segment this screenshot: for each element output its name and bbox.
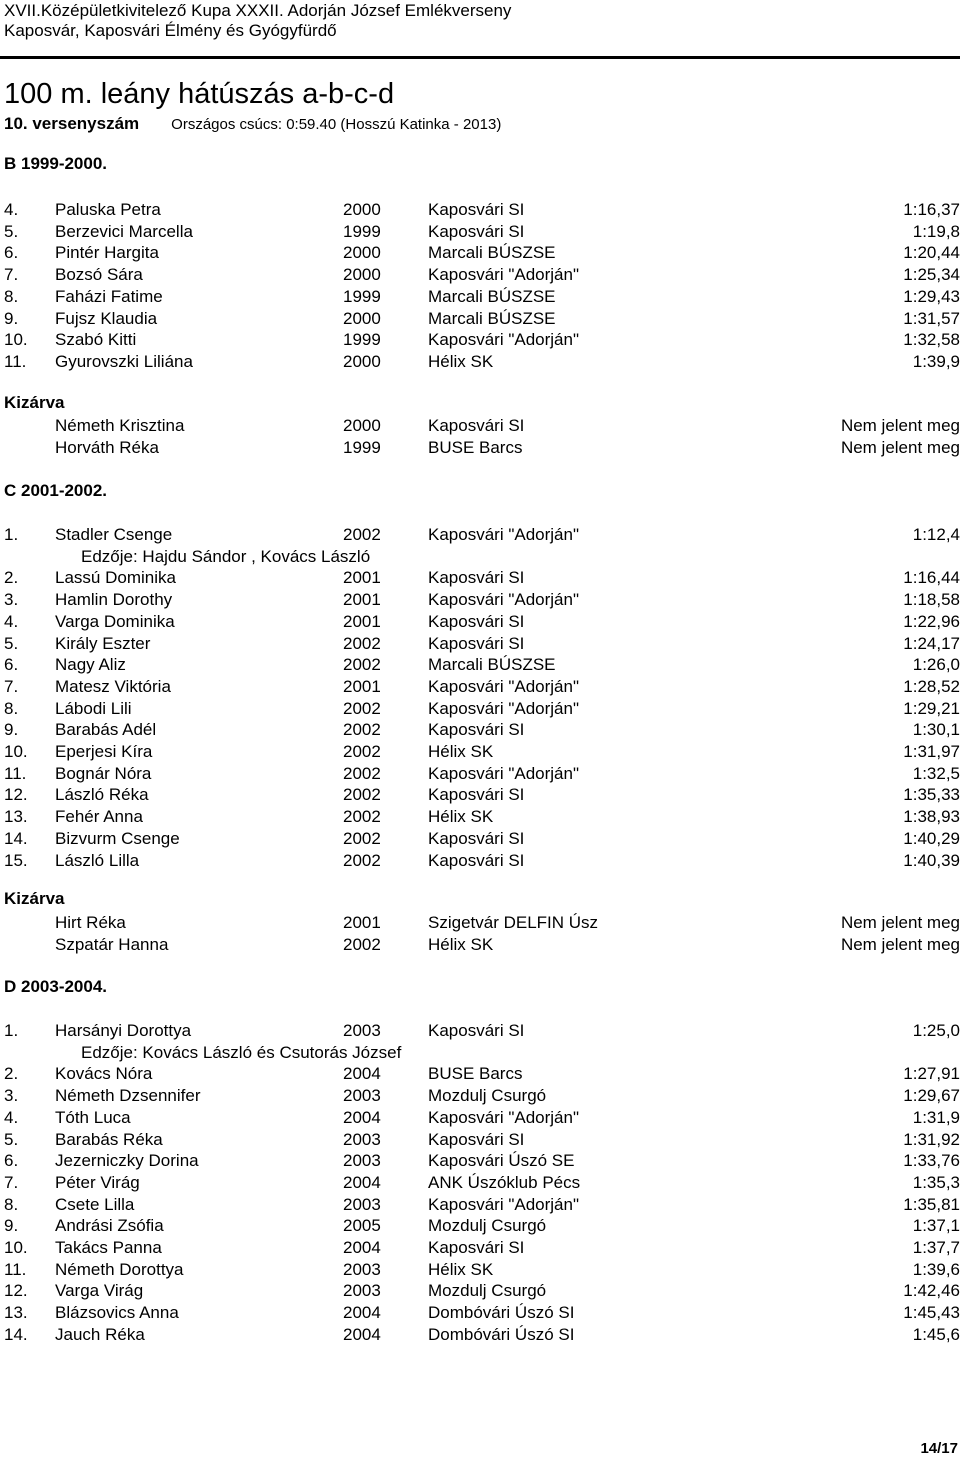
result-time: 1:29,43 (903, 286, 960, 306)
club-name: Kaposvári SI (428, 416, 525, 435)
swimmer-name: Varga Virág (55, 1281, 144, 1301)
birth-year: 2001 (343, 676, 381, 696)
club-name: Dombóvári Úszó SI (428, 1324, 575, 1344)
result-time: 1:25,34 (903, 265, 960, 285)
result-row (0, 851, 960, 873)
result-rank: 7. (4, 676, 19, 696)
result-row (0, 1086, 960, 1108)
age-group-label: C 2001-2002. (4, 481, 108, 500)
coach-line: Edzője: Hajdu Sándor , Kovács László (81, 546, 371, 566)
header-line-1: XVII.Középületkivitelező Kupa XXXII. Adorján József Emlékverseny (4, 1, 512, 20)
result-rank: 9. (4, 308, 19, 328)
event-subtitle (4, 114, 501, 134)
result-row (0, 1130, 960, 1152)
birth-year: 2003 (343, 1086, 381, 1106)
header-line-2: Kaposvár, Kaposvári Élmény és Gyógyfürdő (4, 21, 337, 40)
swimmer-name: Gyurovszki Liliána (55, 351, 193, 371)
swimmer-name: Németh Dzsennifer (55, 1086, 201, 1106)
swimmer-name: Péter Virág (55, 1172, 140, 1192)
club-name: Kaposvári SI (428, 611, 525, 631)
swimmer-name: Lábodi Lili (55, 698, 132, 718)
birth-year: 2001 (343, 611, 381, 631)
result-rank: 8. (4, 698, 19, 718)
swimmer-name: Matesz Viktória (55, 676, 171, 696)
result-rank: 5. (4, 1129, 19, 1149)
club-name: Mozdulj Csurgó (428, 1216, 547, 1236)
result-time: 1:45,43 (903, 1303, 960, 1323)
swimmer-name: Hamlin Dorothy (55, 590, 173, 610)
club-name: Kaposvári SI (428, 200, 525, 219)
result-row (0, 1216, 960, 1238)
result-rank: 15. (4, 850, 28, 870)
result-time: 1:26,0 (912, 655, 960, 675)
result-time: Nem jelent meg (840, 437, 960, 457)
result-row (0, 1021, 960, 1043)
club-name: Hélix SK (428, 351, 494, 371)
result-row (0, 309, 960, 331)
result-row (0, 1303, 960, 1325)
swimmer-name: László Réka (55, 785, 149, 805)
result-rank: 6. (4, 1151, 19, 1171)
birth-year: 2002 (343, 807, 381, 827)
result-row (0, 785, 960, 807)
swimmer-name: Csete Lilla (55, 1194, 135, 1214)
birth-year: 2003 (343, 1021, 381, 1040)
birth-year: 2002 (343, 934, 381, 954)
result-time: 1:45,6 (912, 1324, 960, 1344)
header-divider (0, 56, 960, 59)
birth-year: 2002 (343, 828, 381, 848)
result-row (0, 1064, 960, 1086)
birth-year: 2004 (343, 1324, 381, 1344)
club-name: Marcali BÚSZSE (428, 243, 556, 263)
result-time: 1:22,96 (903, 611, 960, 631)
result-rank: 9. (4, 720, 19, 740)
result-rank: 10. (4, 1238, 28, 1257)
result-rank: 1. (4, 1021, 19, 1040)
club-name: Kaposvári SI (428, 720, 525, 740)
result-row (0, 1260, 960, 1282)
swimmer-name: Harsányi Dorottya (55, 1021, 192, 1040)
birth-year: 2002 (343, 655, 381, 675)
swimmer-name: László Lilla (55, 850, 140, 870)
result-row (0, 330, 960, 352)
club-name: Kaposvári "Adorján" (428, 698, 579, 718)
coach-line: Edzője: Kovács László és Csutorás József (81, 1042, 402, 1062)
result-row (0, 742, 960, 764)
result-row (0, 655, 960, 677)
result-row (0, 829, 960, 851)
club-name: Mozdulj Csurgó (428, 1086, 547, 1106)
club-name: BUSE Barcs (428, 437, 523, 457)
club-name: Marcali BÚSZSE (428, 308, 556, 328)
age-group-label: B 1999-2000. (4, 154, 108, 173)
birth-year: 2003 (343, 1129, 381, 1149)
result-row (0, 634, 960, 656)
result-time: 1:12,4 (912, 525, 960, 544)
club-name: Kaposvári "Adorján" (428, 763, 579, 783)
result-time: 1:32,5 (912, 763, 960, 783)
club-name: BUSE Barcs (428, 1064, 523, 1084)
result-row (0, 764, 960, 786)
result-row (0, 612, 960, 634)
result-time: 1:19,8 (912, 221, 960, 241)
club-name: Dombóvári Úszó SI (428, 1303, 575, 1323)
club-name: Kaposvári "Adorján" (428, 1107, 579, 1127)
result-rank: 4. (4, 611, 19, 631)
result-rank: 5. (4, 221, 19, 241)
result-time: 1:29,67 (903, 1086, 960, 1106)
dq-row (0, 416, 960, 438)
swimmer-name: Bognár Nóra (55, 763, 152, 783)
result-time: 1:24,17 (903, 633, 960, 653)
swimmer-name: Andrási Zsófia (55, 1216, 164, 1236)
club-name: Kaposvári SI (428, 568, 525, 588)
club-name: Kaposvári "Adorján" (428, 676, 579, 696)
disqualified-label: Kizárva (4, 393, 65, 412)
birth-year: 2002 (343, 633, 381, 653)
result-rank: 5. (4, 633, 19, 653)
swimmer-name: Fehér Anna (55, 807, 143, 827)
result-row (0, 287, 960, 309)
event-number: 10. versenyszám (4, 114, 140, 133)
birth-year: 1999 (343, 221, 381, 241)
result-rank: 10. (4, 330, 28, 350)
birth-year: 2005 (343, 1216, 381, 1236)
club-name: Kaposvári SI (428, 828, 525, 848)
result-time: 1:35,81 (903, 1194, 960, 1214)
birth-year: 2001 (343, 568, 381, 588)
swimmer-name: Stadler Csenge (55, 525, 173, 544)
result-row (0, 1325, 960, 1347)
result-time: 1:31,97 (903, 742, 960, 761)
swimmer-name: Szpatár Hanna (55, 934, 169, 954)
swimmer-name: Hirt Réka (55, 913, 126, 932)
swimmer-name: Barabás Réka (55, 1129, 163, 1149)
birth-year: 2000 (343, 308, 381, 328)
result-rank: 12. (4, 785, 28, 805)
result-rank: 3. (4, 1086, 19, 1106)
swimmer-name: Eperjesi Kíra (55, 742, 153, 761)
swimmer-name: Pintér Hargita (55, 243, 159, 263)
result-row (0, 807, 960, 829)
birth-year: 2004 (343, 1303, 381, 1323)
result-time: Nem jelent meg (840, 416, 960, 435)
birth-year: 2002 (343, 525, 381, 544)
result-row (0, 720, 960, 742)
result-time: 1:39,9 (912, 351, 960, 371)
result-row (0, 525, 960, 547)
result-time: 1:31,92 (903, 1129, 960, 1149)
birth-year: 2002 (343, 698, 381, 718)
result-time: 1:30,1 (912, 720, 960, 740)
swimmer-name: Király Eszter (55, 633, 151, 653)
result-rank: 1. (4, 525, 19, 544)
result-row (0, 677, 960, 699)
result-time: 1:42,46 (903, 1281, 960, 1301)
result-time: 1:25,0 (912, 1021, 960, 1040)
club-name: Kaposvári SI (428, 633, 525, 653)
club-name: Kaposvári "Adorján" (428, 1194, 579, 1214)
club-name: Szigetvár DELFIN Úsz (428, 913, 599, 932)
dq-row (0, 935, 960, 957)
result-rank: 11. (4, 763, 27, 783)
club-name: Kaposvári SI (428, 1129, 525, 1149)
swimmer-name: Berzevici Marcella (55, 221, 193, 241)
swimmer-name: Barabás Adél (55, 720, 157, 740)
result-row (0, 265, 960, 287)
result-time: 1:35,33 (903, 785, 960, 805)
result-time: Nem jelent meg (840, 913, 960, 932)
result-row (0, 1238, 960, 1260)
result-time: 1:39,6 (912, 1259, 960, 1279)
result-rank: 11. (4, 351, 27, 371)
result-rank: 13. (4, 1303, 28, 1323)
birth-year: 2003 (343, 1281, 381, 1301)
birth-year: 2003 (343, 1259, 381, 1279)
birth-year: 2002 (343, 742, 381, 761)
birth-year: 2000 (343, 200, 381, 219)
result-time: 1:35,3 (912, 1172, 960, 1192)
result-rank: 7. (4, 1172, 19, 1192)
birth-year: 2002 (343, 850, 381, 870)
result-rank: 6. (4, 655, 19, 675)
result-time: 1:31,9 (912, 1107, 960, 1127)
result-time: 1:29,21 (903, 698, 960, 718)
birth-year: 2000 (343, 351, 381, 371)
birth-year: 2004 (343, 1064, 381, 1084)
swimmer-name: Paluska Petra (55, 200, 161, 219)
birth-year: 2004 (343, 1107, 381, 1127)
result-time: 1:27,91 (903, 1064, 960, 1084)
result-rank: 7. (4, 265, 19, 285)
result-rank: 14. (4, 828, 28, 848)
result-rank: 9. (4, 1216, 19, 1236)
club-name: Kaposvári "Adorján" (428, 590, 579, 610)
result-row (0, 568, 960, 590)
club-name: Kaposvári SI (428, 1238, 525, 1257)
club-name: Kaposvári "Adorján" (428, 330, 579, 350)
result-rank: 14. (4, 1324, 28, 1344)
result-time: 1:38,93 (903, 807, 960, 827)
result-rank: 8. (4, 286, 19, 306)
page-number: 14/17 (920, 1440, 958, 1457)
birth-year: 1999 (343, 437, 381, 457)
club-name: ANK Úszóklub Pécs (428, 1172, 581, 1192)
swimmer-name: Kovács Nóra (55, 1064, 153, 1084)
birth-year: 2001 (343, 590, 381, 610)
club-name: Kaposvári SI (428, 221, 525, 241)
result-time: Nem jelent meg (840, 934, 960, 954)
club-name: Mozdulj Csurgó (428, 1281, 547, 1301)
swimmer-name: Jezerniczky Dorina (55, 1151, 199, 1171)
result-row (0, 352, 960, 374)
birth-year: 2003 (343, 1194, 381, 1214)
result-row (0, 1108, 960, 1130)
club-name: Kaposvári SI (428, 1021, 525, 1040)
result-row (0, 1173, 960, 1195)
disqualified-label: Kizárva (4, 889, 65, 908)
result-rank: 11. (4, 1259, 27, 1279)
swimmer-name: Jauch Réka (55, 1324, 145, 1344)
swimmer-name: Bozsó Sára (55, 265, 143, 285)
club-name: Hélix SK (428, 934, 494, 954)
swimmer-name: Lassú Dominika (55, 568, 176, 588)
swimmer-name: Nagy Aliz (55, 655, 126, 675)
club-name: Kaposvári SI (428, 850, 525, 870)
result-time: 1:28,52 (903, 676, 960, 696)
birth-year: 2004 (343, 1172, 381, 1192)
swimmer-name: Fujsz Klaudia (55, 308, 158, 328)
swimmer-name: Horváth Réka (55, 437, 159, 457)
result-time: 1:37,1 (912, 1216, 960, 1236)
result-time: 1:18,58 (903, 590, 960, 610)
club-name: Hélix SK (428, 742, 494, 761)
birth-year: 1999 (343, 286, 381, 306)
birth-year: 2002 (343, 720, 381, 740)
result-row (0, 1151, 960, 1173)
club-name: Kaposvári Úszó SE (428, 1151, 575, 1171)
result-rank: 12. (4, 1281, 28, 1301)
club-name: Hélix SK (428, 1259, 494, 1279)
birth-year: 2000 (343, 243, 381, 263)
result-time: 1:20,44 (903, 243, 960, 263)
result-row (0, 1195, 960, 1217)
dq-row (0, 913, 960, 935)
club-name: Marcali BÚSZSE (428, 286, 556, 306)
result-time: 1:40,29 (903, 828, 960, 848)
result-row (0, 590, 960, 612)
club-name: Hélix SK (428, 807, 494, 827)
birth-year: 2003 (343, 1151, 381, 1171)
result-time: 1:16,37 (903, 200, 960, 219)
result-time: 1:16,44 (903, 568, 960, 588)
result-time: 1:37,7 (912, 1238, 960, 1257)
dq-row (0, 438, 960, 460)
result-rank: 8. (4, 1194, 19, 1214)
birth-year: 1999 (343, 330, 381, 350)
result-time: 1:33,76 (903, 1151, 960, 1171)
swimmer-name: Németh Dorottya (55, 1259, 184, 1279)
result-time: 1:40,39 (903, 850, 960, 870)
swimmer-name: Blázsovics Anna (55, 1303, 179, 1323)
result-rank: 4. (4, 1107, 19, 1127)
result-rank: 10. (4, 742, 28, 761)
club-name: Marcali BÚSZSE (428, 655, 556, 675)
swimmer-name: Bizvurm Csenge (55, 828, 180, 848)
club-name: Kaposvári SI (428, 785, 525, 805)
result-rank: 6. (4, 243, 19, 263)
result-rank: 2. (4, 1064, 19, 1084)
swimmer-name: Varga Dominika (55, 611, 175, 631)
club-name: Kaposvári "Adorján" (428, 265, 579, 285)
swimmer-name: Németh Krisztina (55, 416, 185, 435)
national-record: Országos csúcs: 0:59.40 (Hosszú Katinka - 2013) (171, 116, 502, 133)
result-row (0, 243, 960, 265)
swimmer-name: Szabó Kitti (55, 330, 137, 350)
result-time: 1:32,58 (903, 330, 960, 350)
birth-year: 2000 (343, 416, 381, 435)
result-time: 1:31,57 (903, 308, 960, 328)
result-row (0, 699, 960, 721)
swimmer-name: Faházi Fatime (55, 286, 163, 306)
swimmer-name: Tóth Luca (55, 1107, 131, 1127)
club-name: Kaposvári "Adorján" (428, 525, 579, 544)
age-group-label: D 2003-2004. (4, 977, 108, 996)
birth-year: 2002 (343, 763, 381, 783)
birth-year: 2001 (343, 913, 381, 932)
result-rank: 2. (4, 568, 19, 588)
birth-year: 2000 (343, 265, 381, 285)
result-row (0, 222, 960, 244)
birth-year: 2002 (343, 785, 381, 805)
event-title: 100 m. leány hátúszás a-b-c-d (4, 78, 395, 110)
result-row (0, 200, 960, 222)
birth-year: 2004 (343, 1238, 381, 1257)
result-rank: 3. (4, 590, 19, 610)
result-rank: 4. (4, 200, 19, 219)
swimmer-name: Takács Panna (55, 1238, 162, 1257)
result-rank: 13. (4, 807, 28, 827)
result-row (0, 1281, 960, 1303)
